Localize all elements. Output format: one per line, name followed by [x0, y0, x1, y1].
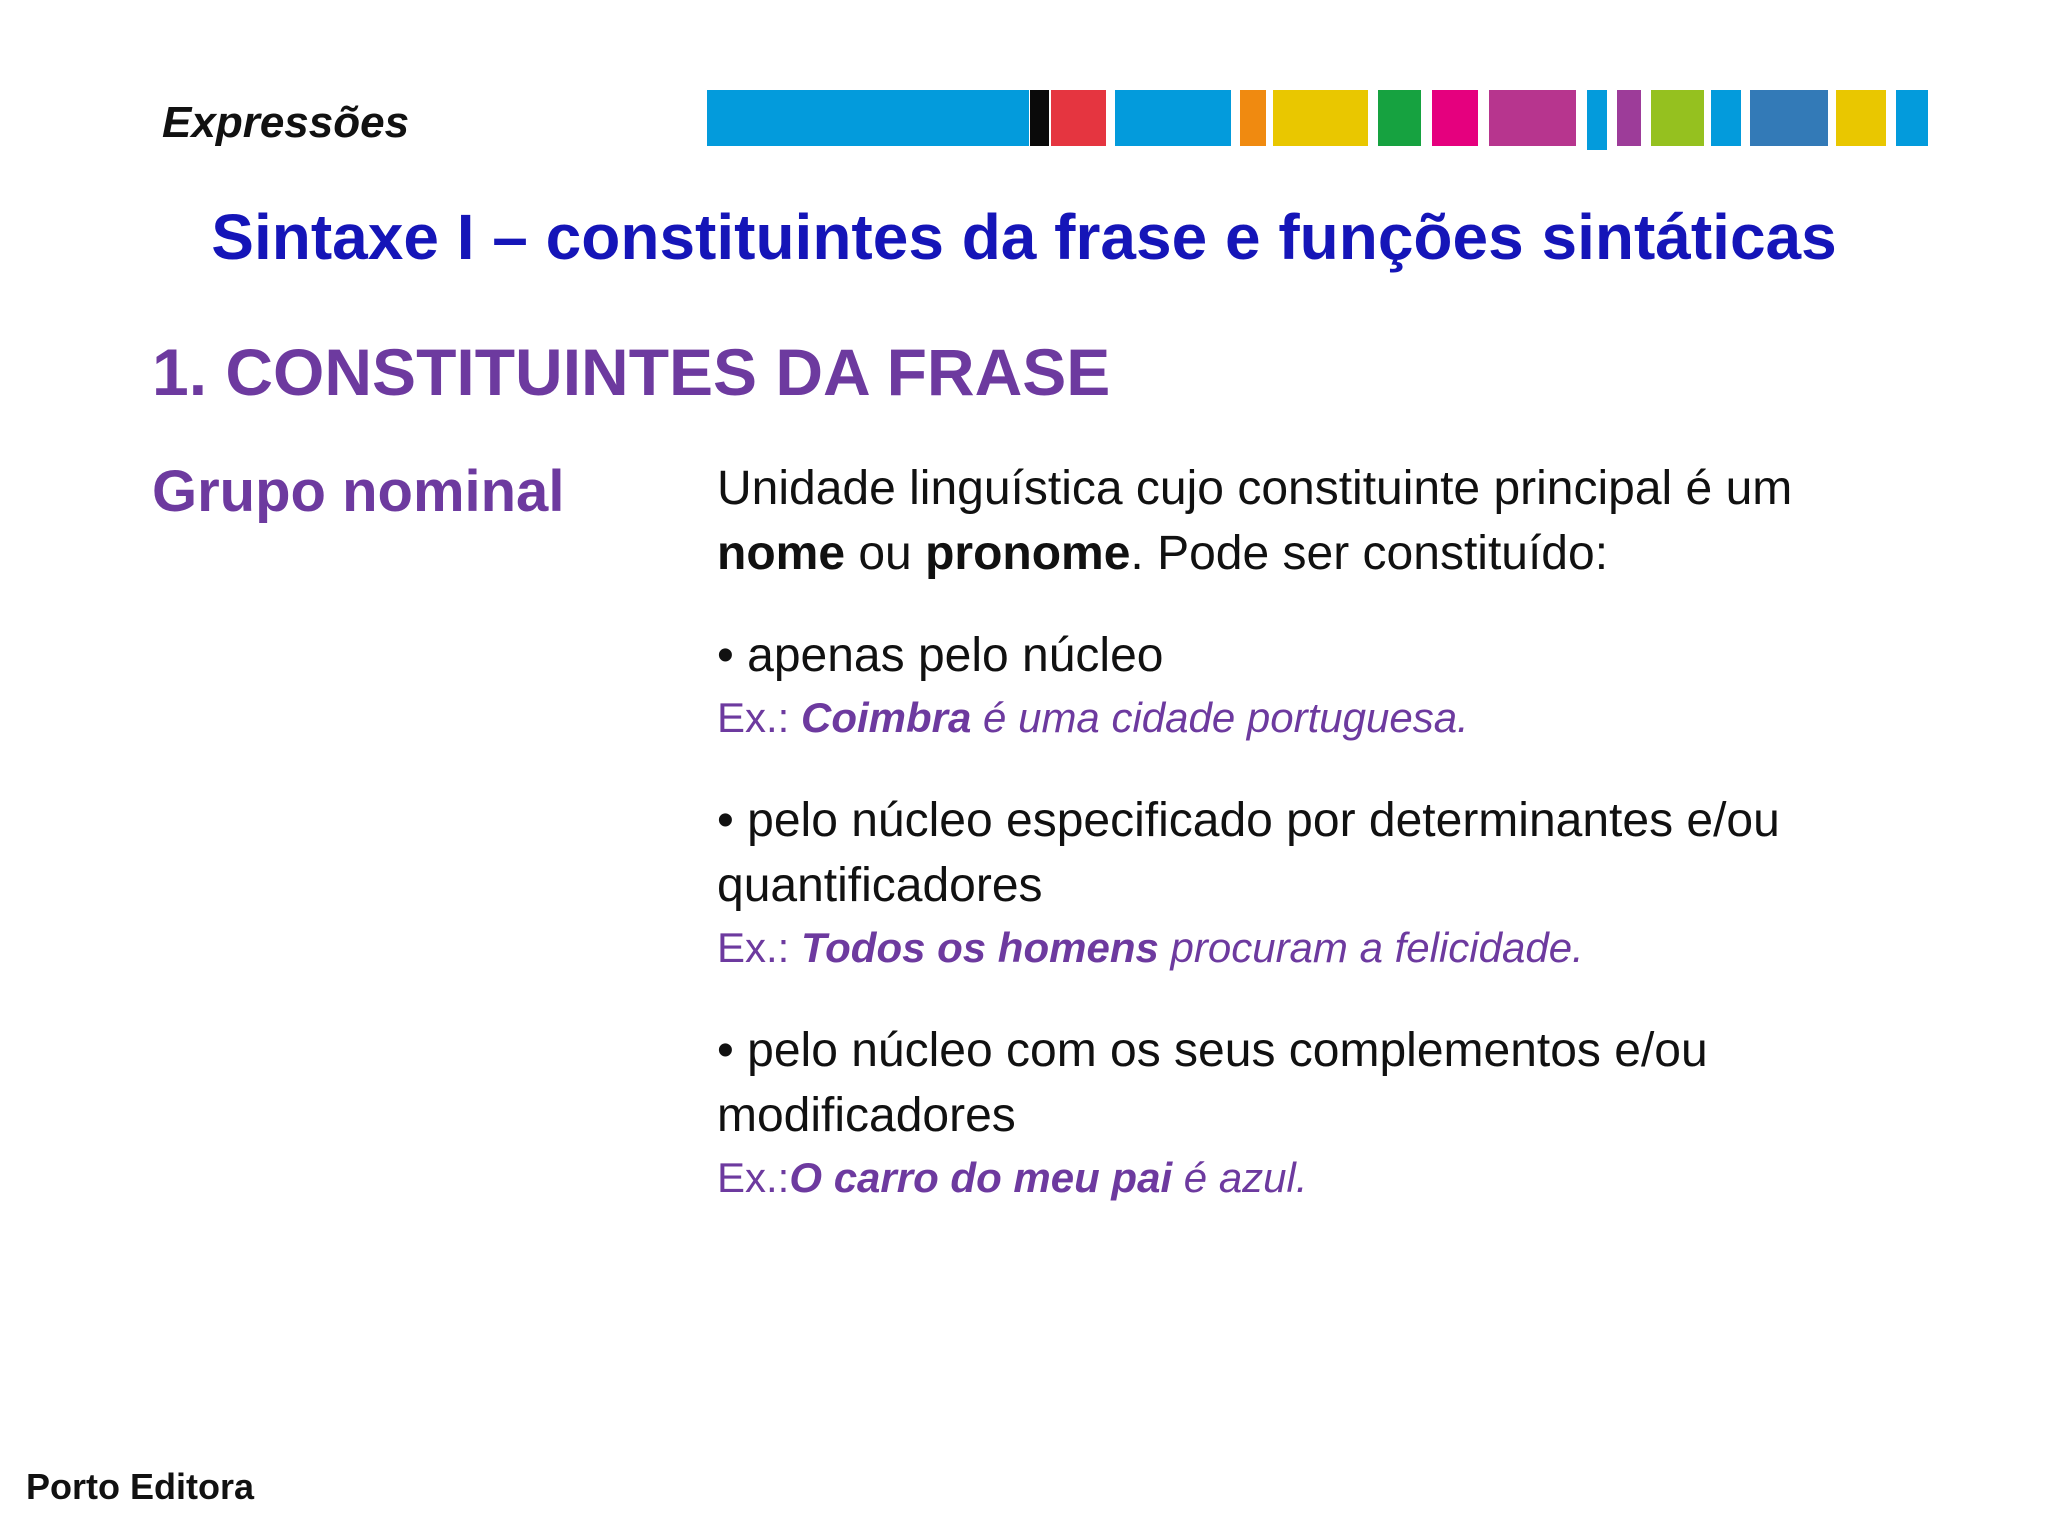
header-label: Expressões [162, 98, 410, 147]
bullet-item: • apenas pelo núcleo [717, 629, 1164, 682]
color-bar-segment [1896, 90, 1928, 146]
color-bar-segment [1273, 90, 1368, 146]
color-bar-segment [1030, 90, 1049, 146]
color-bar-segment [1587, 90, 1607, 150]
color-bar-segment [1240, 90, 1266, 146]
color-bar-segment [1432, 90, 1478, 146]
color-bar-segment [1711, 90, 1741, 146]
example-text: Ex.: Todos os homens procuram a felicidade. [717, 924, 1584, 971]
publisher-logo-text: Porto Editora [26, 1466, 255, 1507]
color-bar-segment [1617, 90, 1641, 146]
color-bar-segment [1489, 90, 1576, 146]
definition-text: Unidade linguística cujo constituinte principal é um nome ou pronome. Pode ser constituído: [717, 462, 1793, 580]
example-text: Ex.:O carro do meu pai é azul. [717, 1154, 1308, 1201]
color-bar-segment [1115, 90, 1231, 146]
color-bar-segment [707, 90, 1029, 146]
color-bar-segment [1836, 90, 1886, 146]
color-bar-segment [1651, 90, 1704, 146]
bullet-item: • pelo núcleo especificado por determinantes e/ou quantificadores [717, 794, 1780, 912]
slide-title: Sintaxe I – constituintes da frase e funções sintáticas [211, 201, 1837, 273]
bullet-item: • pelo núcleo com os seus complementos e/ou modificadores [717, 1024, 1708, 1142]
example-text: Ex.: Coimbra é uma cidade portuguesa. [717, 694, 1469, 741]
term-label: Grupo nominal [152, 459, 565, 524]
color-bar-segment [1051, 90, 1106, 146]
color-bar-segment [1378, 90, 1421, 146]
definition-content [717, 456, 1917, 1248]
section-heading: 1. CONSTITUINTES DA FRASE [152, 335, 1111, 409]
color-bar-segment [1750, 90, 1828, 146]
